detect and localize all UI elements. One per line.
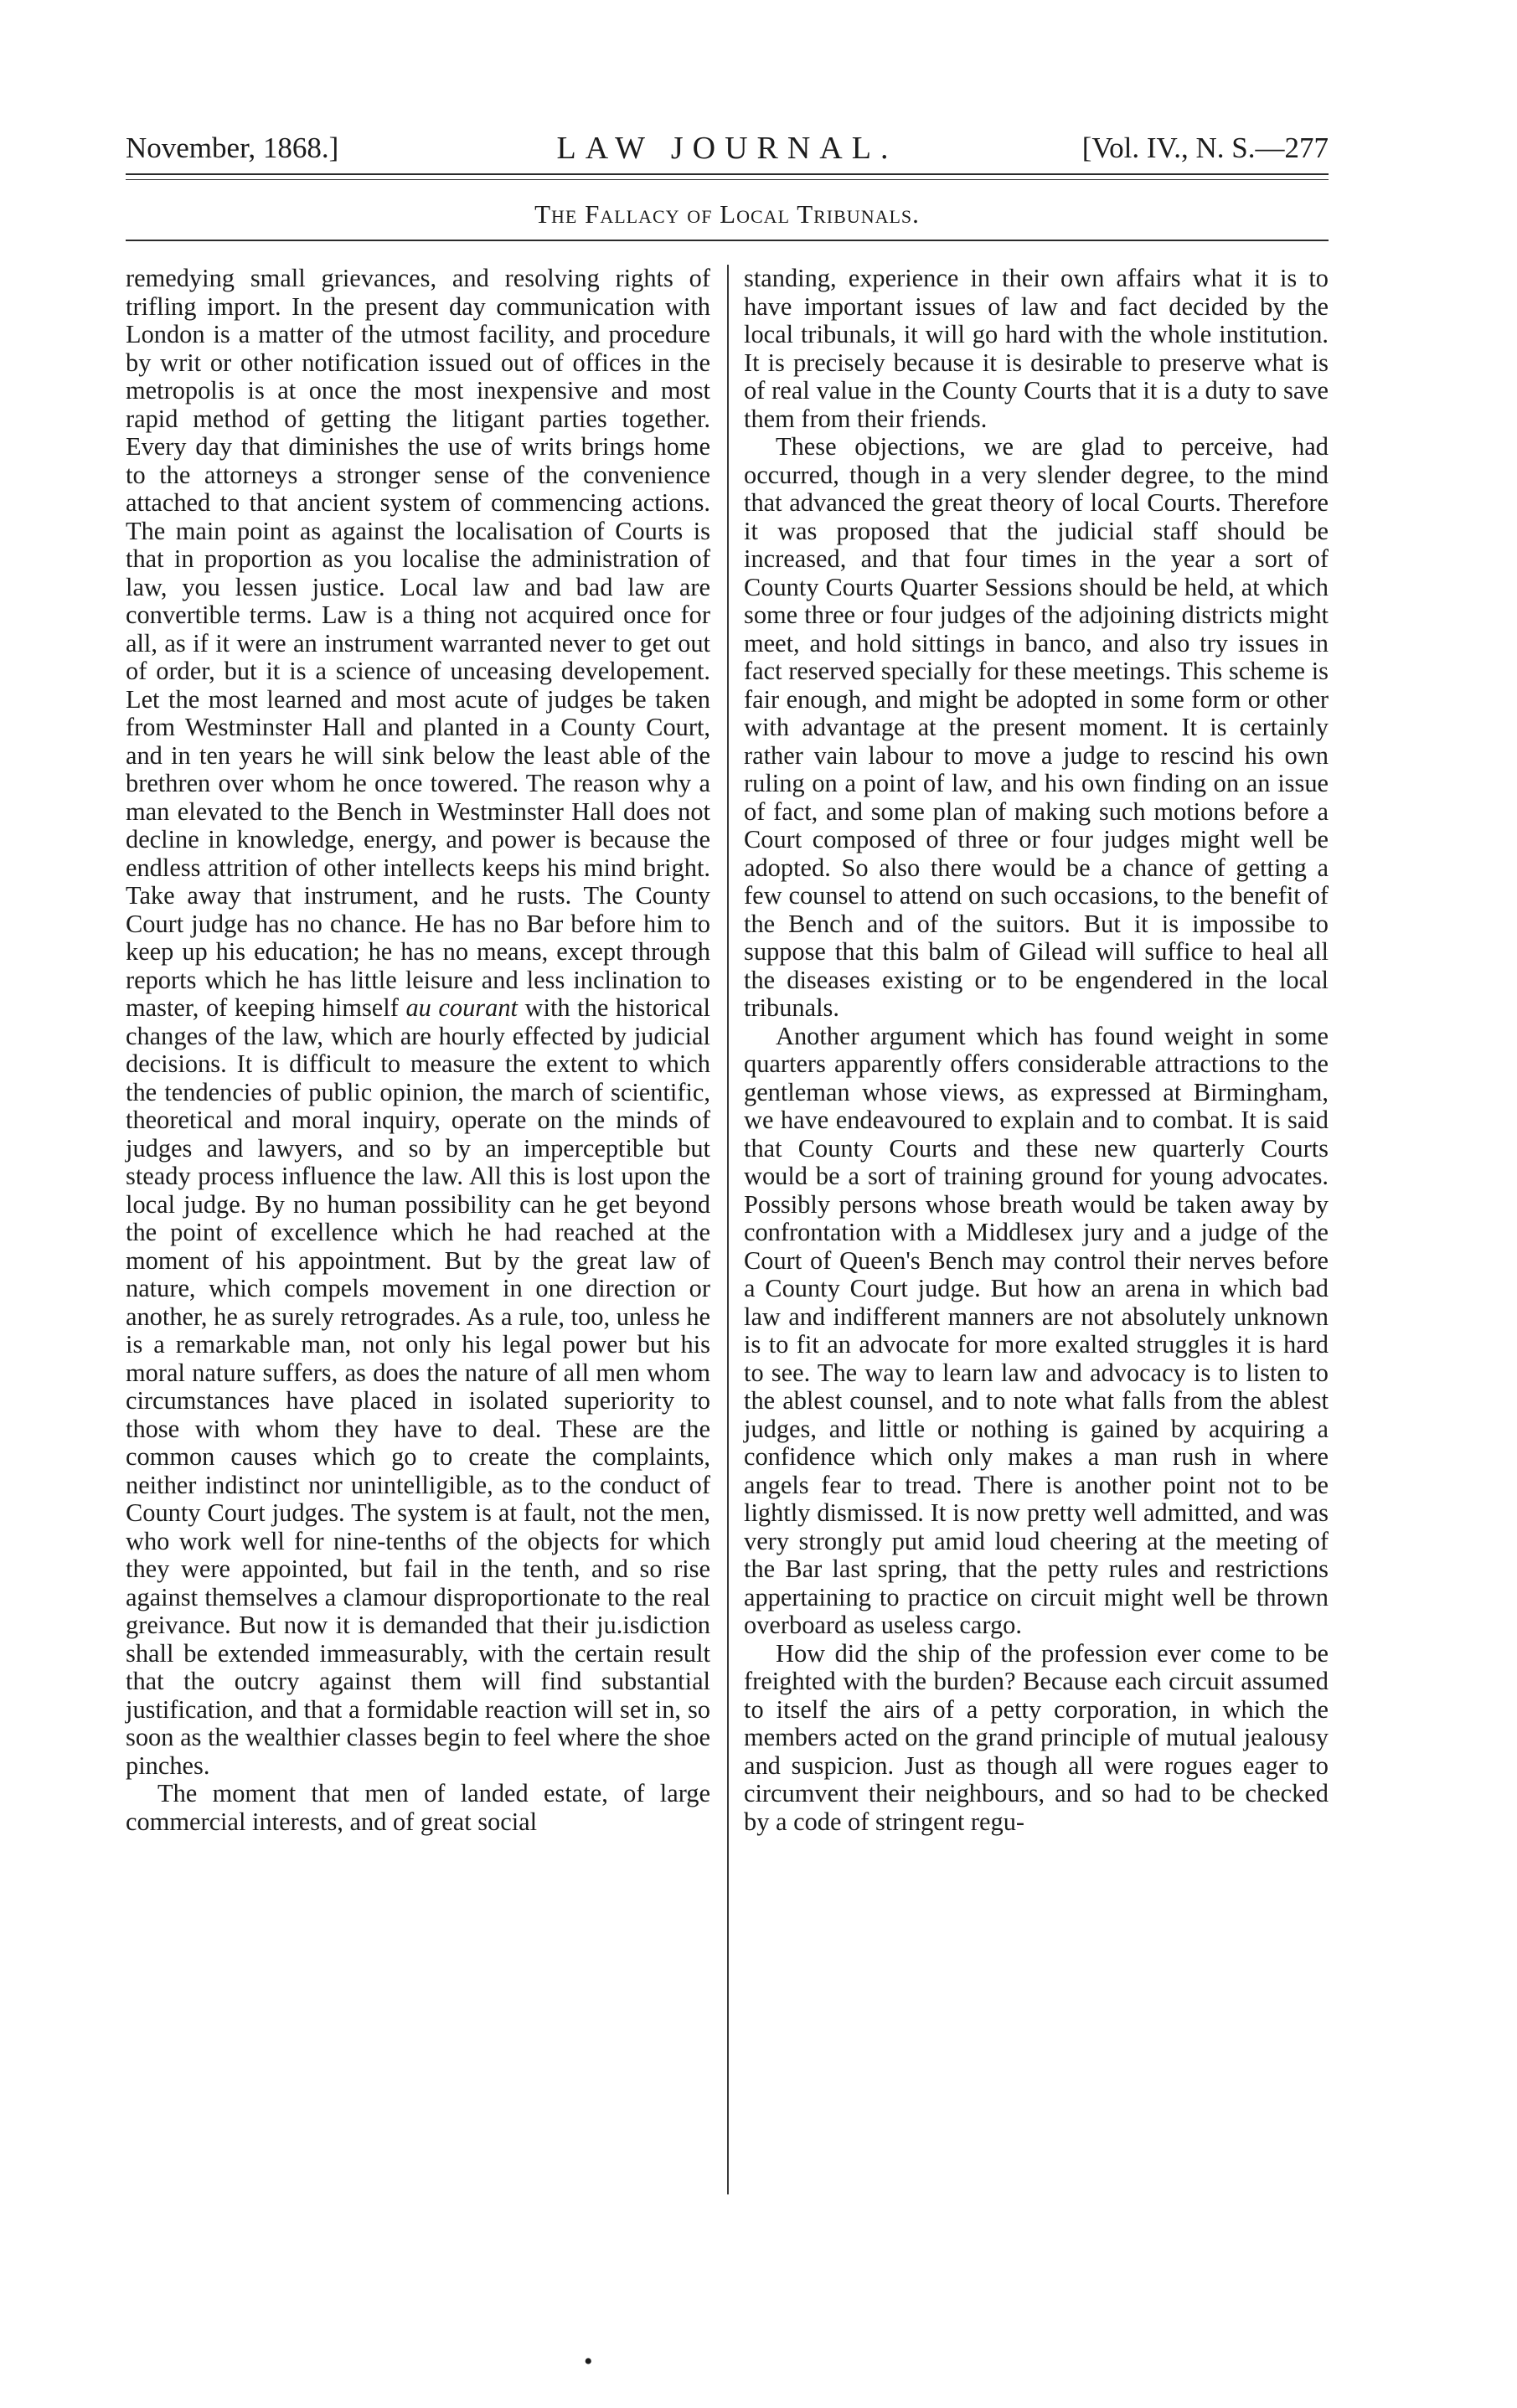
header-rule-bottom	[126, 179, 1329, 180]
title-rule	[126, 240, 1329, 241]
paragraph-text: remedying small grievances, and resolving rights of trifling import. In the present day communication with London is a matter of the utmost facility, and procedure by writ or other notification issued out of offices in the metropolis is at once the most inexpensive and most rapid method of getting the litigant parties together. Every day that diminishes the use of writs brings home to the attorneys a stronger sense of the convenience attached to that ancient system of commencing actions. The main point as against the localisation of Courts is that in proportion as you localise the administration of law, you lessen justice. Local law and bad law are convertible terms. Law is a thing not acquired once for all, as if it were an instrument warranted never to get out of order, but it is a science of unceasing developement. Let the most learned and most acute of judges be taken from Westminster Hall and planted in a County Court, and in ten years he will sink below the least able of the brethren over whom he once towered. The reason why a man elevated to the Bench in Westminster Hall does not decline in knowledge, energy, and power is because the endless attrition of other intellects keeps his mind bright. Take away that instrument, and he rusts. The County Court judge has no chance. He has no Bar before him to keep up his education; he has no means, except through reports which he has little leisure and less inclination to master, of keeping himself	[126, 264, 710, 1022]
left-column	[126, 265, 710, 1836]
paragraph: Another argument which has found weight in some quarters apparently offers considerable attractions to the gentleman whose views, as expressed at Birmingham, we have endeavoured to explain and to combat. It is said that County Courts and these new quarterly Courts would be a sort of training ground for young advocates. Possibly persons whose breath would be taken away by confrontation with a Middlesex jury and a judge of the Court of Queen's Bench may control their nerves before a County Court judge. But how an arena in which bad law and indifferent manners are not absolutely unknown is to fit an advocate for more exalted struggles it is hard to see. The way to learn law and advocacy is to listen to the ablest counsel, and to note what falls from the ablest judges, and little or nothing is gained by acquiring a confidence which only makes a man rush in where angels fear to tread. There is another point not to be lightly dismissed. It is now pretty well admitted, and was very strongly put amid loud cheering at the meeting of the Bar last spring, that the petty rules and restrictions appertaining to practice on circuit might well be thrown overboard as useless cargo.	[744, 1021, 1329, 1639]
footer-bullet-mark: •	[584, 2348, 593, 2375]
header-rule-top	[126, 173, 1329, 175]
column-divider	[727, 265, 729, 2194]
header-volume-page: [Vol. IV., N. S.—277	[1081, 131, 1329, 164]
section-title: The Fallacy of Local Tribunals.	[534, 199, 920, 229]
header-journal-title: LAW JOURNAL.	[556, 131, 898, 166]
header-date: November, 1868.]	[126, 131, 339, 164]
paragraph: standing, experience in their own affairs what it is to have important issues of law and fact decided by the local tribunals, it will go hard with the whole institution. It is precisely because it is desirable to preserve what is of real value in the County Courts that it is a duty to save them from their friends.	[744, 264, 1329, 433]
paragraph-text: with the historical changes of the law, which are hourly effected by judicial decisions. It is difficult to measure the extent to which the tendencies of public opinion, the march of scientific, theoretical and moral inquiry, operate on the minds of judges and lawyers, and so by an imperceptible but steady process influence the law. All this is lost upon the local judge. By no human possibility can he get beyond the point of excellence which he had reached at the moment of his appointment. But by the great law of nature, which compels movement in one direction or another, he as surely retrogrades. As a rule, too, unless he is a remarkable man, not only his legal power but his moral nature suffers, as does the nature of all men whom circumstances have placed in isolated superiority to those with whom they have to deal. These are the common causes which go to create the complaints, neither indistinct nor unintelligible, as to the conduct of County Court judges. The system is at fault, not the men, who work well for nine-tenths of the objects for which they were appointed, but fail in the tenth, and so rise against themselves a clamour disproportionate to the real greivance. But now it is demanded that their ju.isdiction shall be extended immeasurably, with the certain result that the outcry against them will find substantial justification, and that a formidable reaction will set in, so soon as the wealthier classes begin to feel where the shoe pinches.	[126, 993, 710, 1780]
italic-phrase: au courant	[405, 993, 518, 1022]
paragraph: These objections, we are glad to perceive, had occurred, though in a very slender degree, to the mind that advanced the great theory of local Courts. Therefore it was proposed that the judicial staff should be increased, and that four times in the year a sort of County Courts Quarter Sessions should be held, at which some three or four judges of the adjoining districts might meet, and hold sittings in banco, and also try issues in fact reserved specially for these meetings. This scheme is fair enough, and might be adopted in some form or other with advantage at the present moment. It is certainly rather vain labour to move a judge to rescind his own ruling on a point of law, and his own finding on an issue of fact, and some plan of making such motions before a Court composed of three or four judges might well be adopted. So also there would be a chance of getting a few counsel to attend on such occasions, to the benefit of the Bench and of the suitors. But it is impossibe to suppose that this balm of Gilead will suffice to heal all the diseases existing or to be engendered in the local tribunals.	[744, 432, 1329, 1022]
right-column	[744, 265, 1329, 1836]
paragraph	[126, 265, 710, 1780]
paragraph: How did the ship of the profession ever come to be freighted with the burden? Because each circuit assumed to itself the airs of a petty corporation, in which the members acted on the grand principle of mutual jealousy and suspicion. Just as though all were rogues eager to circumvent their neighbours, and so had to be checked by a code of stringent regu-	[744, 1638, 1329, 1836]
running-head	[126, 127, 1329, 169]
paragraph: The moment that men of landed estate, of large commercial interests, and of great social	[126, 1779, 710, 1836]
